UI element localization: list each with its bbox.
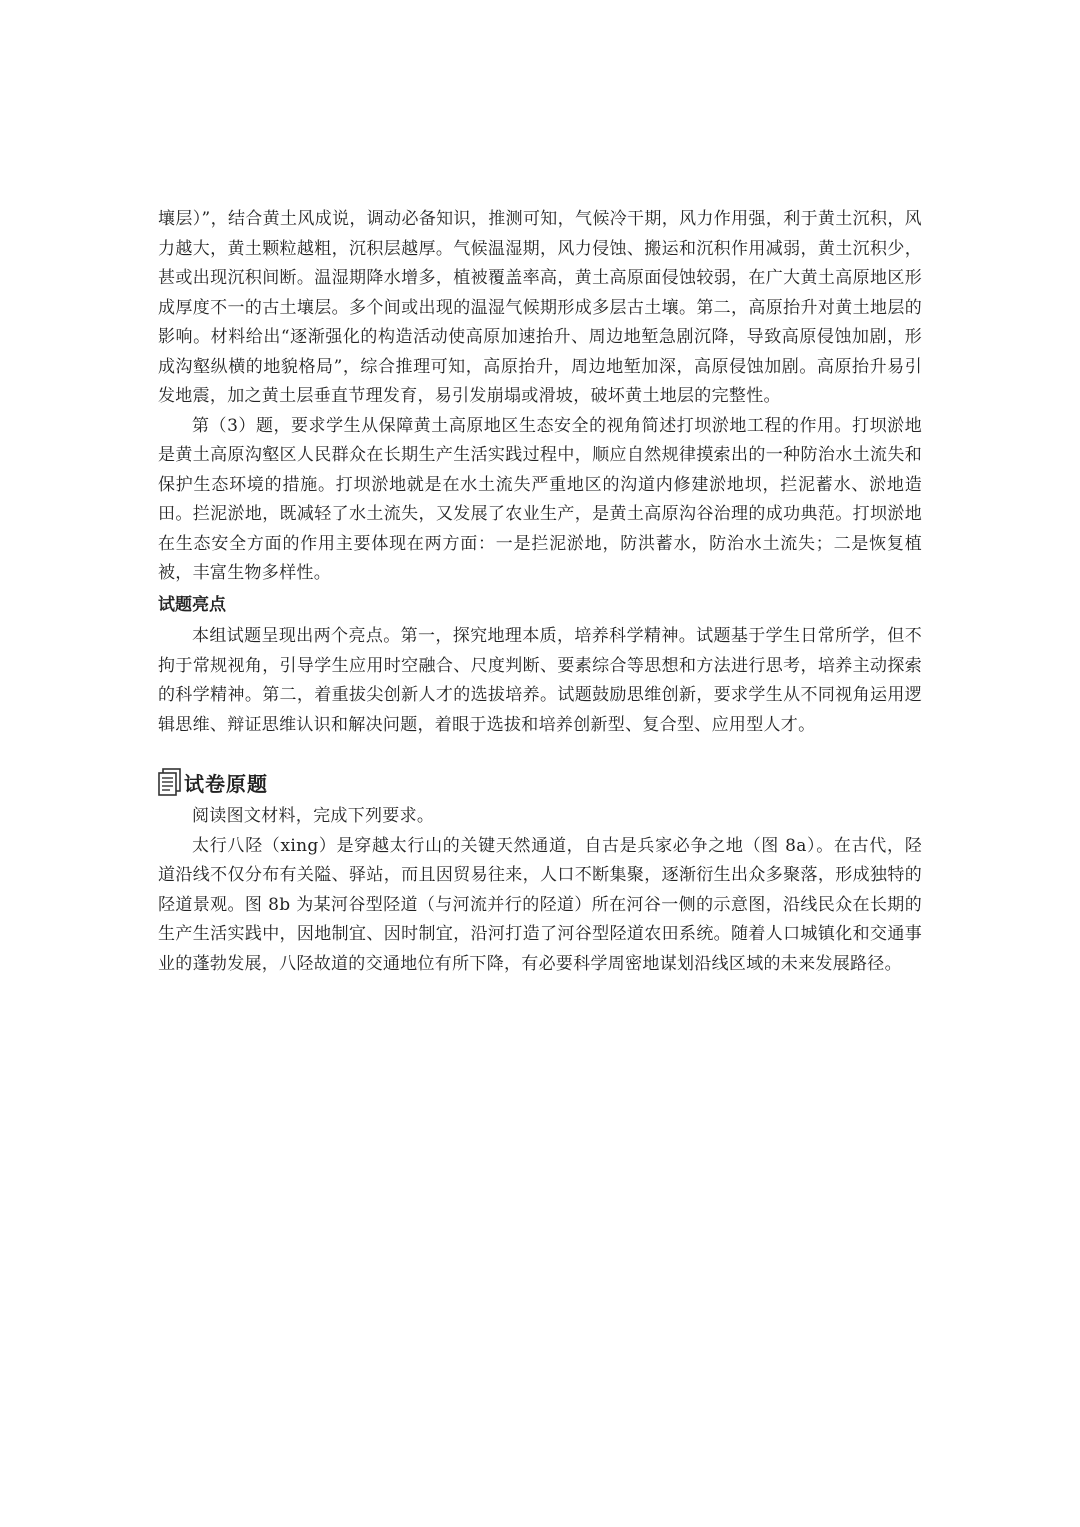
document-icon <box>158 768 182 796</box>
original-instruction: 阅读图文材料，完成下列要求。 <box>192 806 435 826</box>
highlights-paragraph: 本组试题呈现出两个亮点。第一，探究地理本质，培养科学精神。试题基于学生日常所学，但不拘于常规视角，引导学生应用时空融合、尺度判断、要素综合等思想和方法进行思考，培养主动探索的科学精神。第二，着重拔尖创新人才的选拔培养。试题鼓励思维创新，要求学生从不同视角运用逻辑思维、辩证思维认识和解决问题，着眼于选拔和培养创新型、复合型、应用型人才。 <box>158 626 922 735</box>
original-question-heading: 试卷原题 <box>184 771 268 796</box>
original-question-title <box>158 766 922 798</box>
original-material-paragraph: 太行八陉（xing）是穿越太行山的关键天然通道，自古是兵家必争之地（图 8a）。在古代，陉道沿线不仅分布有关隘、驿站，而且因贸易往来，人口不断集聚，逐渐衍生出众多聚落，形成独特的陉道景观。图 8b 为某河谷型陉道（与河流并行的陉道）所在河谷一侧的示意图，沿线民众在长期的生产生活实践中，因地制宜、因时制宜，沿河打造了河谷型陉道农田系统。随着人口城镇化和交通事业的蓬勃发展，八陉故道的交通地位有所下降，有必要科学周密地谋划沿线区域的未来发展路径。 <box>158 835 922 974</box>
analysis-paragraph-1: 壤层）”，结合黄土风成说，调动必备知识，推测可知，气候冷干期，风力作用强，利于黄土沉积，风力越大，黄土颗粒越粗，沉积层越厚。气候温湿期，风力侵蚀、搬运和沉积作用减弱，黄土沉积少，甚或出现沉积间断。温湿期降水增多，植被覆盖率高，黄土高原面侵蚀较弱，在广大黄土高原地区形成厚度不一的古土壤层。多个间或出现的温湿气候期形成多层古土壤。第二，高原抬升对黄土地层的影响。材料给出“逐渐强化的构造活动使高原加速抬升、周边地堑急剧沉降，导致高原侵蚀加剧，形成沟壑纵横的地貌格局”，综合推理可知，高原抬升，周边地堑加深，高原侵蚀加剧。高原抬升易引发地震，加之黄土层垂直节理发育，易引发崩塌或滑坡，破坏黄土地层的完整性。 <box>158 209 922 406</box>
highlights-heading: 试题亮点 <box>158 594 226 615</box>
page-content <box>158 205 922 979</box>
analysis-paragraph-2: 第（3）题，要求学生从保障黄土高原地区生态安全的视角简述打坝淤地工程的作用。打坝淤地是黄土高原沟壑区人民群众在长期生产生活实践过程中，顺应自然规律摸索出的一种防治水土流失和保护生态环境的措施。打坝淤地就是在水土流失严重地区的沟道内修建淤地坝，拦泥蓄水、淤地造田。拦泥淤地，既减轻了水土流失，又发展了农业生产，是黄土高原沟谷治理的成功典范。打坝淤地在生态安全方面的作用主要体现在两方面：一是拦泥淤地，防洪蓄水，防治水土流失；二是恢复植被，丰富生物多样性。 <box>158 415 922 583</box>
